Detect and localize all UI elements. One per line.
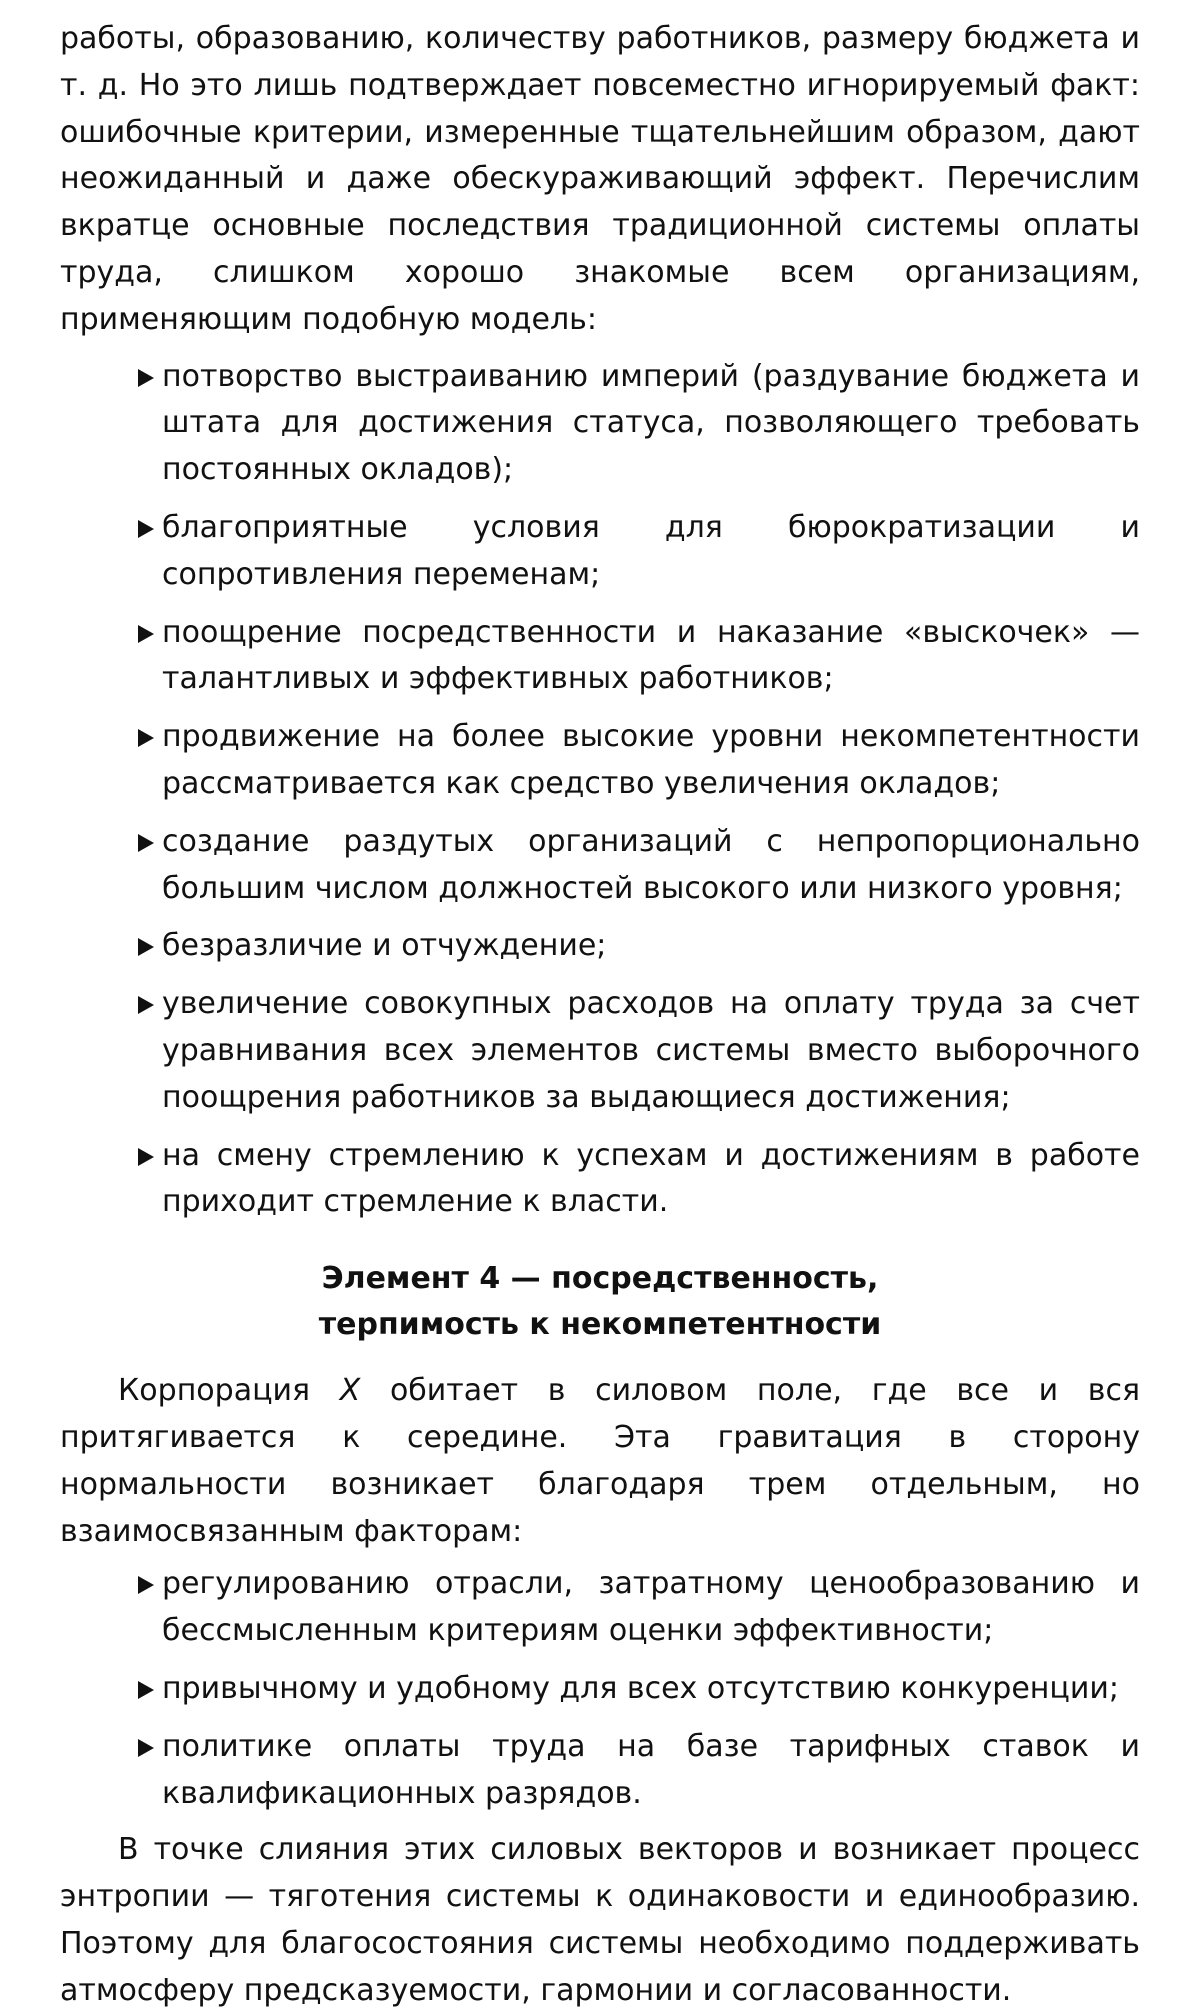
- triangle-bullet-icon: [138, 729, 154, 747]
- list-item-text: продвижение на более высокие уровни некомпетентности рассматривается как средство увеличения окладов;: [162, 719, 1140, 801]
- triangle-bullet-icon: [138, 996, 154, 1014]
- triangle-bullet-icon: [138, 520, 154, 538]
- list-item-text: политике оплаты труда на базе тарифных ставок и квалификационных разрядов.: [162, 1728, 1140, 1811]
- triangle-bullet-icon: [138, 369, 154, 387]
- list-item: [136, 1133, 1140, 1227]
- list-item: [136, 610, 1140, 704]
- section-paragraph-rest: обитает в силовом поле, где все и вся притягивается к середине. Эта гравитация в сторону нормальности возникает благодаря трем отдельным, но взаимосвязанным факторам:: [60, 1373, 1141, 1549]
- closing-paragraph: В точке слияния этих силовых векторов и возникает процесс энтропии — тяготения системы к одинаковости и единообразию. Поэтому для благосостояния системы необходимо поддерживать атмосферу предсказуемости, гармонии и согласованности.: [60, 1832, 1140, 2008]
- section-paragraph-start: Корпорация: [118, 1373, 340, 1409]
- section-heading-line-1: Элемент 4 — посредственность,: [321, 1261, 879, 1297]
- list-item: [136, 819, 1140, 913]
- list-item-text: регулированию отрасли, затратному ценообразованию и бессмысленным критериям оценки эффективности;: [162, 1566, 1140, 1649]
- factors-list: [60, 1561, 1140, 1817]
- list-item-text: безразличие и отчуждение;: [162, 928, 607, 964]
- list-item: [136, 354, 1140, 494]
- corporation-letter: Х: [339, 1373, 361, 1409]
- triangle-bullet-icon: [138, 1681, 154, 1699]
- triangle-bullet-icon: [138, 1576, 154, 1594]
- list-item: [136, 714, 1140, 808]
- triangle-bullet-icon: [138, 1148, 154, 1166]
- list-item-text: поощрение посредственности и наказание «выскочек» — талантливых и эффективных работников;: [162, 614, 1140, 697]
- triangle-bullet-icon: [138, 625, 154, 643]
- list-item-text: создание раздутых организаций с непропорционально большим числом должностей высокого или низкого уровня;: [162, 823, 1140, 906]
- section-paragraph: [60, 1368, 1140, 1555]
- triangle-bullet-icon: [138, 938, 154, 956]
- list-item: [136, 1561, 1140, 1655]
- section-heading: [60, 1256, 1140, 1348]
- consequences-list: [60, 354, 1140, 1227]
- list-item-text: увеличение совокупных расходов на оплату труда за счет уравнивания всех элементов системы вместо выборочного поощрения работников за выдающиеся достижения;: [162, 986, 1140, 1115]
- list-item: [136, 1724, 1140, 1818]
- triangle-bullet-icon: [138, 834, 154, 852]
- list-item: [136, 923, 1140, 970]
- intro-paragraph: работы, образованию, количеству работников, размеру бюджета и т. д. Но это лишь подтверждает повсеместно игнорируемый факт: ошибочные критерии, измеренные тщательнейшим образом, дают неожиданный и даже обескураживающий эффект. Перечислим вкратце основные последствия традиционной системы оплаты труда, слишком хорошо знакомые всем организациям, применяющим подобную модель:: [60, 21, 1140, 337]
- list-item-text: благоприятные условия для бюрократизации и сопротивления переменам;: [162, 509, 1140, 592]
- list-item: [136, 981, 1140, 1121]
- list-item: [136, 505, 1140, 599]
- document-page: [60, 16, 1140, 2014]
- list-item-text: привычному и удобному для всех отсутствию конкуренции;: [162, 1670, 1119, 1706]
- triangle-bullet-icon: [138, 1739, 154, 1757]
- section-heading-line-2: терпимость к некомпетентности: [318, 1307, 882, 1343]
- list-item-text: на смену стремлению к успехам и достижениям в работе приходит стремление к власти.: [162, 1137, 1140, 1220]
- list-item-text: потворство выстраиванию империй (раздувание бюджета и штата для достижения статуса, позволяющего требовать постоянных окладов);: [162, 358, 1140, 488]
- list-item: [136, 1666, 1140, 1713]
